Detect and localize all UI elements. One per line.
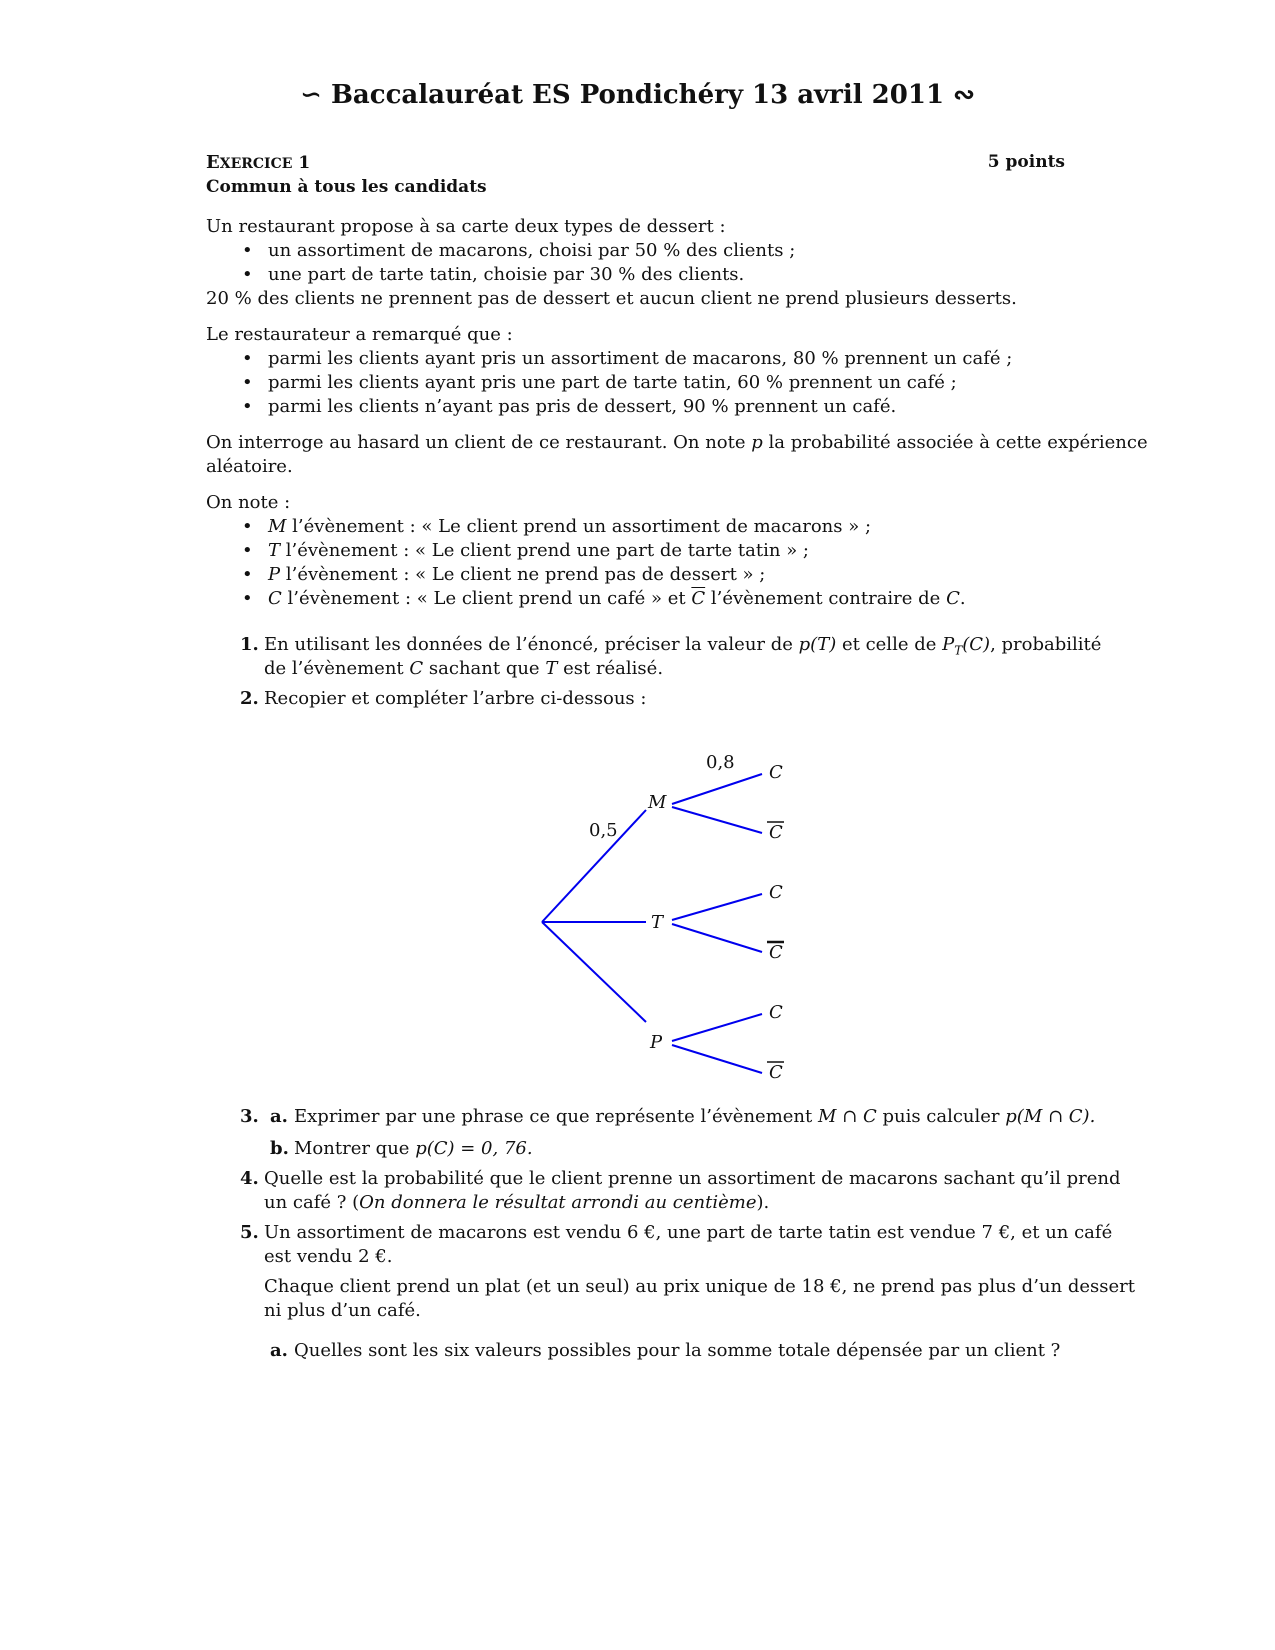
p-symbol: p bbox=[751, 432, 763, 453]
title-text: Baccalauréat ES Pondichéry 13 avril 2011 bbox=[330, 80, 945, 110]
remark-bullet1: • parmi les clients ayant pris un assortiment de macarons, 80 % prennent un café ; bbox=[268, 348, 1012, 369]
event-text: l’évènement : « Le client prend un café » et bbox=[287, 588, 686, 609]
remark-bullet2: • parmi les clients ayant pris une part de tarte tatin, 60 % prennent un café ; bbox=[268, 372, 957, 393]
q2-text: Recopier et compléter l’arbre ci-dessous : bbox=[264, 688, 647, 709]
node-C-2: C bbox=[769, 882, 783, 903]
event-symbol: P bbox=[268, 564, 281, 585]
remark-line1: Le restaurateur a remarqué que : bbox=[206, 324, 513, 345]
event-text: l’évènement : « Le client prend un assortiment de macarons » ; bbox=[292, 516, 872, 537]
q5-line3: Chaque client prend un plat (et un seul) au prix unique de 18 €, ne prend pas plus d’un dessert bbox=[264, 1276, 1135, 1297]
ornament-left-icon: ∽ bbox=[300, 80, 322, 110]
q1-pT: p(T) bbox=[798, 634, 837, 655]
node-T: T bbox=[651, 912, 664, 933]
q4-line2b: ). bbox=[756, 1192, 770, 1213]
exercise-number: 1 bbox=[298, 153, 311, 173]
event-text: l’évènement : « Le client prend une part de tarte tatin » ; bbox=[285, 540, 809, 561]
q3b-letter: b. bbox=[270, 1138, 289, 1159]
branch-P-C bbox=[672, 1014, 762, 1041]
q2-number: 2. bbox=[240, 688, 259, 709]
branch-root-P bbox=[542, 922, 646, 1022]
node-M: M bbox=[648, 792, 667, 813]
q3a-letter: a. bbox=[270, 1106, 288, 1127]
intro-bullet2: • une part de tarte tatin, choisie par 30 % des clients. bbox=[268, 264, 744, 285]
q1-T: T bbox=[545, 658, 558, 679]
event-end: . bbox=[959, 588, 966, 609]
event-symbol3: C bbox=[946, 588, 960, 609]
node-P: P bbox=[650, 1032, 663, 1053]
q5a-letter: a. bbox=[270, 1340, 288, 1361]
q1-text-c: , probabilité bbox=[990, 634, 1102, 655]
q4-line2-italic: On donnera le résultat arrondi au centième bbox=[359, 1192, 757, 1213]
q1-line2c: est réalisé. bbox=[563, 658, 664, 679]
node-C-1: C bbox=[769, 762, 783, 783]
node-Cbar-2: C bbox=[769, 942, 783, 963]
q5-line2: est vendu 2 €. bbox=[264, 1246, 393, 1267]
q1-C: C bbox=[409, 658, 424, 679]
event-symbol: C bbox=[268, 588, 282, 609]
interrogation-part1: On interroge au hasard un client de ce restaurant. On note bbox=[206, 432, 746, 453]
q1-PT-arg: (C) bbox=[962, 634, 991, 655]
q3a-text2: puis calculer bbox=[882, 1106, 1000, 1127]
q3a-expr: M ∩ C bbox=[817, 1106, 877, 1127]
q1-line2b: sachant que bbox=[428, 658, 540, 679]
event-symbol: M bbox=[268, 516, 287, 537]
ornament-right-icon: ∾ bbox=[953, 80, 975, 110]
node-C-3: C bbox=[769, 1002, 783, 1023]
q4-line2a: un café ? ( bbox=[264, 1192, 360, 1213]
branch-M-Cbar bbox=[672, 807, 762, 833]
q4-line1: Quelle est la probabilité que le client prenne un assortiment de macarons sachant qu’il prend bbox=[264, 1168, 1121, 1189]
q3a-text1: Exprimer par une phrase ce que représente l’évènement bbox=[294, 1106, 813, 1127]
q5-number: 5. bbox=[240, 1222, 259, 1243]
q3b-text bbox=[294, 1138, 533, 1159]
q1-line2a: de l’évènement bbox=[264, 658, 404, 679]
q5-line1: Un assortiment de macarons est vendu 6 €, une part de tarte tatin est vendue 7 €, et un café bbox=[264, 1222, 1113, 1243]
points: 5 points bbox=[987, 152, 1065, 172]
q4-line2 bbox=[264, 1192, 769, 1213]
intro-line1: Un restaurant propose à sa carte deux types de dessert : bbox=[206, 216, 726, 237]
branch-M-C bbox=[672, 774, 762, 804]
prob-MC-label: 0,8 bbox=[706, 752, 735, 773]
q3-number: 3. bbox=[240, 1106, 259, 1127]
q5-line4: ni plus d’un café. bbox=[264, 1300, 421, 1321]
event-symbol-complement: $\overline{C}$ bbox=[691, 588, 706, 609]
q1-text-a: En utilisant les données de l’énoncé, préciser la valeur de bbox=[264, 634, 793, 655]
exercise-first-letter: E bbox=[206, 152, 220, 173]
prob-M-label: 0,5 bbox=[589, 820, 618, 841]
q3b-expr: p(C) = 0, 76. bbox=[415, 1138, 533, 1159]
event-symbol: T bbox=[268, 540, 281, 561]
q3a-expr2: p(M ∩ C). bbox=[1005, 1106, 1096, 1127]
interrogation-line2: aléatoire. bbox=[206, 456, 293, 477]
q5a-text: Quelles sont les six valeurs possibles pour la somme totale dépensée par un client ? bbox=[294, 1340, 1061, 1361]
q1-PT-sub: T bbox=[954, 643, 963, 658]
q4-number: 4. bbox=[240, 1168, 259, 1189]
intro-line2: 20 % des clients ne prennent pas de dessert et aucun client ne prend plusieurs desserts. bbox=[206, 288, 1017, 309]
event-text: l’évènement : « Le client ne prend pas de dessert » ; bbox=[285, 564, 766, 585]
branch-T-Cbar bbox=[672, 924, 762, 952]
node-Cbar-3: C bbox=[769, 1062, 783, 1083]
remark-bullet3: • parmi les clients n’ayant pas pris de dessert, 90 % prennent un café. bbox=[268, 396, 896, 417]
q1-number: 1. bbox=[240, 634, 259, 655]
branch-T-C bbox=[672, 894, 762, 920]
notation-label: On note : bbox=[206, 492, 291, 513]
q3b-text1: Montrer que bbox=[294, 1138, 410, 1159]
branch-P-Cbar bbox=[672, 1045, 762, 1073]
q1-text-b: et celle de bbox=[841, 634, 937, 655]
intro-bullet1: • un assortiment de macarons, choisi par 50 % des clients ; bbox=[268, 240, 795, 261]
interrogation-part2: la probabilité associée à cette expérience bbox=[768, 432, 1148, 453]
event-text2: l’évènement contraire de bbox=[710, 588, 941, 609]
node-Cbar-1: C bbox=[769, 822, 783, 843]
exercise-rest: XERCICE bbox=[219, 156, 293, 172]
q1-PT-main: P bbox=[942, 634, 955, 655]
q3a-text bbox=[294, 1106, 1095, 1127]
subtitle: Commun à tous les candidats bbox=[206, 177, 487, 197]
